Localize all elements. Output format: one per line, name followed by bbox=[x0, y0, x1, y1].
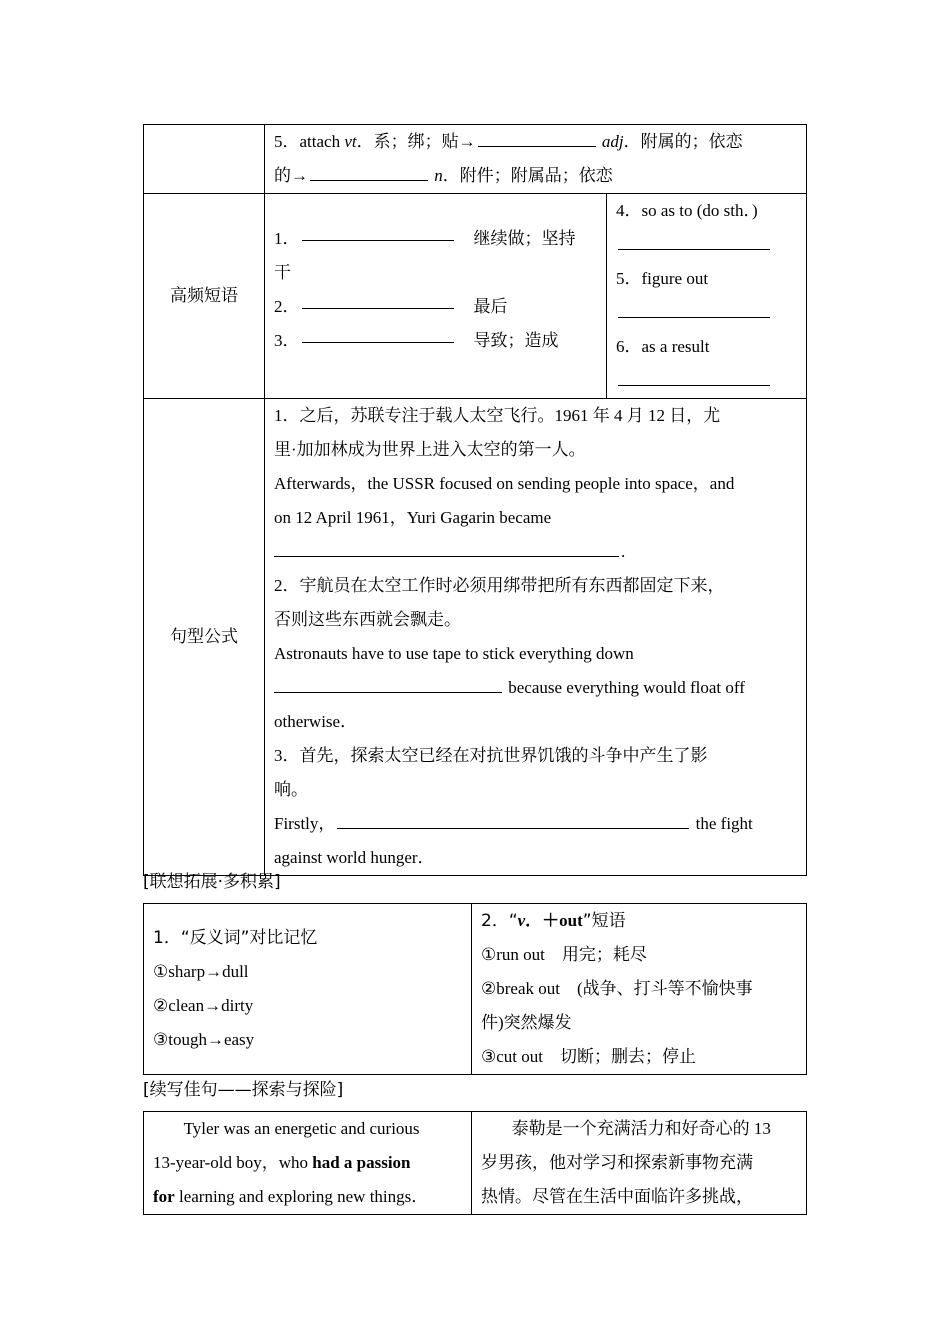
phrases-right-column bbox=[607, 194, 807, 398]
answer-blank[interactable] bbox=[618, 231, 770, 250]
phrase-item-6: 6．as a result bbox=[616, 337, 710, 356]
phrase-item-1: 1． 继续做；坚持 bbox=[274, 222, 596, 256]
antonym-item: ②clean→dirty bbox=[153, 996, 254, 1015]
sentences-content-cell: 1．之后，苏联专注于载人太空飞行。1961 年 4 月 12 日，尤 里·加加林成为世界上进入太空的第一人。 Afterwards，the USSR focused on sending people into space，and on 12 April 1961，Yuri Gagarin became . 2．宇航员在太空工作时必须用绑带把所有东西都固定下来， 否则这些东西就会飘走。 Astronauts have to use tape to stick everything down because everything would float off otherwise． 3．首先，探索太空已经在对抗世界饥饿的斗争中产生了影 响。 Firstly， the fight against world hunger． bbox=[265, 399, 807, 876]
sentences-label: 句型公式 bbox=[144, 399, 265, 876]
verb-out-item: ②break out (战争、打斗等不愉快事 bbox=[481, 979, 753, 998]
answer-blank[interactable] bbox=[618, 367, 770, 386]
antonym-item: ①sharp→dull bbox=[153, 962, 249, 981]
phrase-item-1-wrap: 干 bbox=[274, 263, 291, 282]
section-title-writing: [续写佳句——探索与探险] bbox=[143, 1080, 344, 1100]
answer-blank[interactable] bbox=[302, 324, 454, 343]
answer-blank[interactable] bbox=[302, 222, 454, 241]
answer-blank[interactable] bbox=[302, 290, 454, 309]
verb-out-item: 件)突然爆发 bbox=[481, 1013, 572, 1032]
section-title-expand: [联想拓展·多积累] bbox=[143, 872, 281, 892]
antonyms-cell bbox=[144, 904, 472, 1075]
antonym-item: ③tough→easy bbox=[153, 1030, 255, 1049]
vocab-label-cell bbox=[144, 125, 265, 194]
phrase-item-2: 2． 最后 bbox=[274, 290, 596, 324]
phrases-inner-table bbox=[265, 194, 806, 398]
phrases-label: 高频短语 bbox=[144, 194, 265, 399]
verb-out-title: 2．“v．＋out”短语 bbox=[481, 911, 626, 931]
writing-english-cell: Tyler was an energetic and curious 13-year-old boy，who had a passion for learning and exploring new things． bbox=[144, 1112, 472, 1215]
phrase-item-5: 5．figure out bbox=[616, 269, 709, 288]
vocab-line-2: 的→ n．附件；附属品；依恋 bbox=[274, 159, 796, 193]
antonyms-title: 1．“反义词”对比记忆 bbox=[153, 928, 318, 948]
phrase-item-4: 4．so as to (do sth．) bbox=[616, 201, 758, 220]
writing-chinese-cell: 泰勒是一个充满活力和好奇心的 13 岁男孩，他对学习和探索新事物充满 热情。尽管在生活中面临许多挑战， bbox=[472, 1112, 807, 1215]
verb-out-item: ①run out 用完；耗尽 bbox=[481, 945, 647, 964]
answer-blank[interactable] bbox=[310, 162, 428, 181]
answer-blank[interactable] bbox=[274, 538, 619, 557]
phrases-left-column bbox=[265, 194, 607, 398]
sentences-row bbox=[144, 399, 807, 876]
vocab-line-1: 5．attach vt．系；绑；贴→ adj．附属的；依恋 bbox=[274, 125, 796, 159]
phrases-row bbox=[144, 194, 807, 399]
vocab-content-cell bbox=[265, 125, 807, 194]
phrase-item-3: 3． 导致；造成 bbox=[274, 324, 596, 358]
answer-blank[interactable] bbox=[337, 810, 689, 829]
verb-out-item: ③cut out 切断；删去；停止 bbox=[481, 1047, 696, 1066]
verb-out-cell bbox=[472, 904, 807, 1075]
writing-table bbox=[143, 1111, 807, 1215]
expand-table bbox=[143, 903, 807, 1075]
vocab-phrase-sentence-table bbox=[143, 124, 807, 876]
vocab-row bbox=[144, 125, 807, 194]
phrases-content-cell bbox=[265, 194, 807, 399]
answer-blank[interactable] bbox=[478, 128, 596, 147]
answer-blank[interactable] bbox=[618, 299, 770, 318]
answer-blank[interactable] bbox=[274, 674, 502, 693]
